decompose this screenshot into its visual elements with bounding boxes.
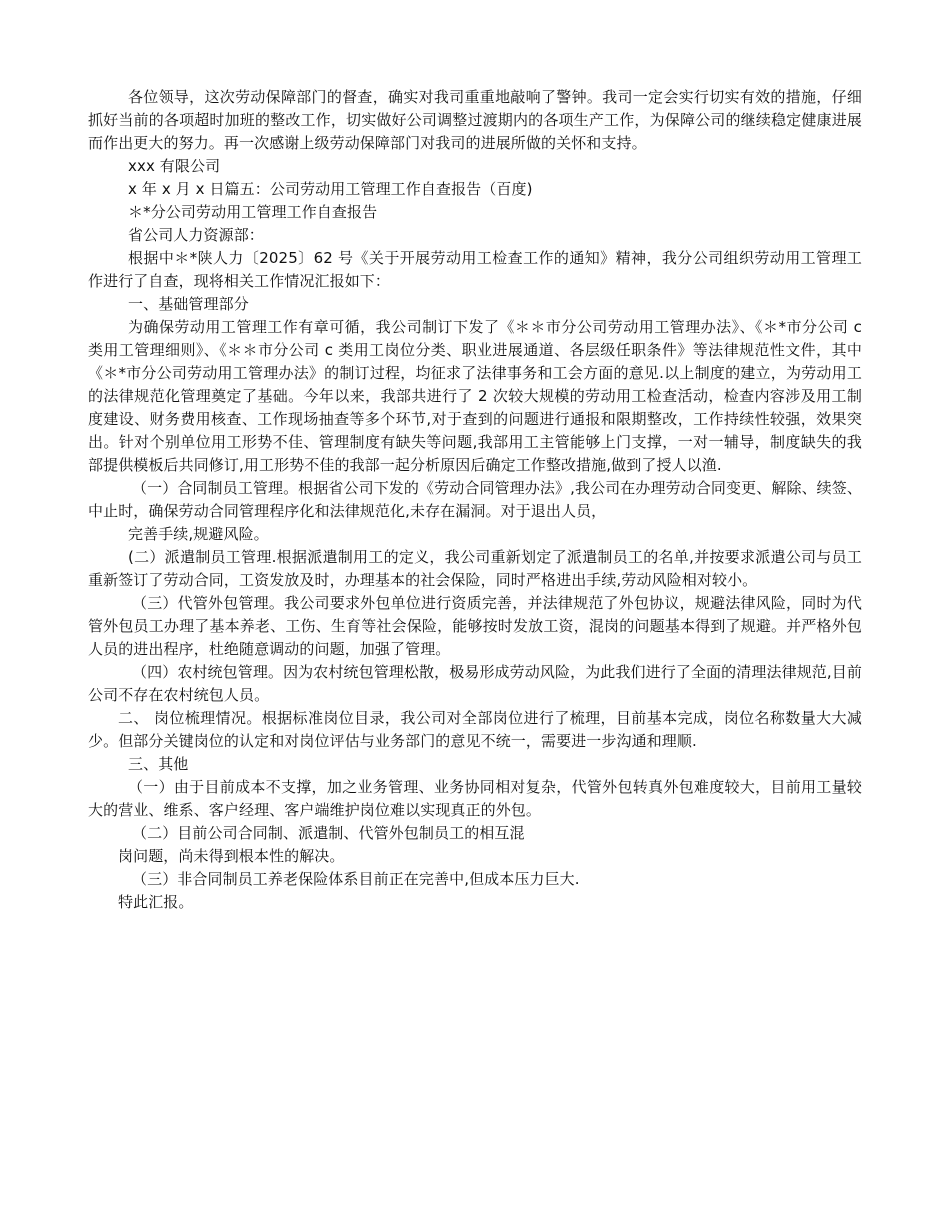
- paragraph-dispatched-staff: (二）派遣制员工管理.根据派遣制用工的定义，我公司重新划定了派遣制员工的名单,并按要求派遣公司与员工重新签订了劳动合同，工资发放及时，办理基本的社会保险，同时严格进出手续,劳动风险相对较小。: [88, 548, 862, 589]
- paragraph-other-3: （三）非合同制员工养老保险体系目前正在完善中,但成本压力巨大.: [132, 870, 580, 888]
- date-and-section-title: x 年 x 月 x 日篇五：公司劳动用工管理工作自查报告（百度): [128, 180, 533, 198]
- paragraph-rural-contracting: （四）农村统包管理。因为农村统包管理松散，极易形成劳动风险，为此我们进行了全面的清理法律规范,目前公司不存在农村统包人员。: [88, 663, 862, 704]
- paragraph-contract-staff-continued: 完善手续,规避风险。: [128, 525, 269, 543]
- document-body: [88, 86, 862, 914]
- heading-basic-management: 一、基础管理部分: [128, 295, 249, 313]
- report-title: ＊*分公司劳动用工管理工作自查报告: [128, 203, 378, 221]
- closing-line: 特此汇报。: [118, 893, 194, 911]
- company-signature: xxx 有限公司: [128, 157, 221, 175]
- paragraph-position-review: 二、 岗位梳理情况。根据标准岗位目录，我公司对全部岗位进行了梳理，目前基本完成，岗位名称数量大大减少。但部分关键岗位的认定和对岗位评估与业务部门的意见不统一，需要进一步沟通和理顺.: [88, 709, 862, 750]
- paragraph-contract-staff: （一）合同制员工管理。根据省公司下发的《劳动合同管理办法》,我公司在办理劳动合同变更、解除、续签、中止时，确保劳动合同管理程序化和法律规范化,未存在漏洞。对于退出人员，: [88, 479, 862, 520]
- paragraph-other-1: （一）由于目前成本不支撑，加之业务管理、业务协同相对复杂，代管外包转真外包难度较大，目前用工量较大的营业、维系、客户经理、客户端维护岗位难以实现真正的外包。: [88, 778, 862, 819]
- heading-other: 三、其他: [128, 755, 189, 773]
- paragraph-closing-remarks: 各位领导，这次劳动保障部门的督查，确实对我司重重地敲响了警钟。我司一定会实行切实有效的措施，仔细抓好当前的各项超时加班的整改工作，切实做好公司调整过渡期内的各项生产工作，为保障公司的继续稳定健康进展而作出更大的努力。再一次感谢上级劳动保障部门对我司的进展所做的关怀和支持。: [88, 88, 862, 152]
- paragraph-other-2: （二）目前公司合同制、派遣制、代管外包制员工的相互混: [132, 824, 525, 842]
- paragraph-basic-management: 为确保劳动用工管理工作有章可循，我公司制订下发了《＊＊市分公司劳动用工管理办法》、《＊*市分公司 c 类用工管理细则》、《＊＊市分公司 c 类用工岗位分类、职业进展通道、各层级任职条件》等法律规范性文件，其中《＊*市分公司劳动用工管理办法》的制订过程，均征求了法律事务和工会方面的意见.以上制度的建立，为劳动用工的法律规范化管理奠定了基础。今年以来，我部共进行了 2 次较大规模的劳动用工检查活动，检查内容涉及用工制度建设、财务费用核查、工作现场抽查等多个环节,对于查到的问题进行通报和限期整改，工作持续性较强，效果突出。针对个别单位用工形势不佳、管理制度有缺失等问题,我部用工主管能够上门支撑，一对一辅导，制度缺失的我部提供模板后共同修订,用工形势不佳的我部一起分析原因后确定工作整改措施,做到了授人以渔.: [88, 318, 862, 474]
- paragraph-outsourcing: （三）代管外包管理。我公司要求外包单位进行资质完善，并法律规范了外包协议，规避法律风险，同时为代管外包员工办理了基本养老、工伤、生育等社会保险，能够按时发放工资，混岗的问题基本得到了规避。并严格外包人员的进出程序，杜绝随意调动的问题，加强了管理。: [88, 594, 862, 658]
- paragraph-intro: 根据中＊*陕人力〔2025〕62 号《关于开展劳动用工检查工作的通知》精神，我分公司组织劳动用工管理工作进行了自查，现将相关工作情况汇报如下：: [88, 249, 862, 290]
- recipient-line: 省公司人力资源部：: [128, 226, 264, 244]
- paragraph-other-2-continued: 岗问题，尚未得到根本性的解决。: [118, 847, 345, 865]
